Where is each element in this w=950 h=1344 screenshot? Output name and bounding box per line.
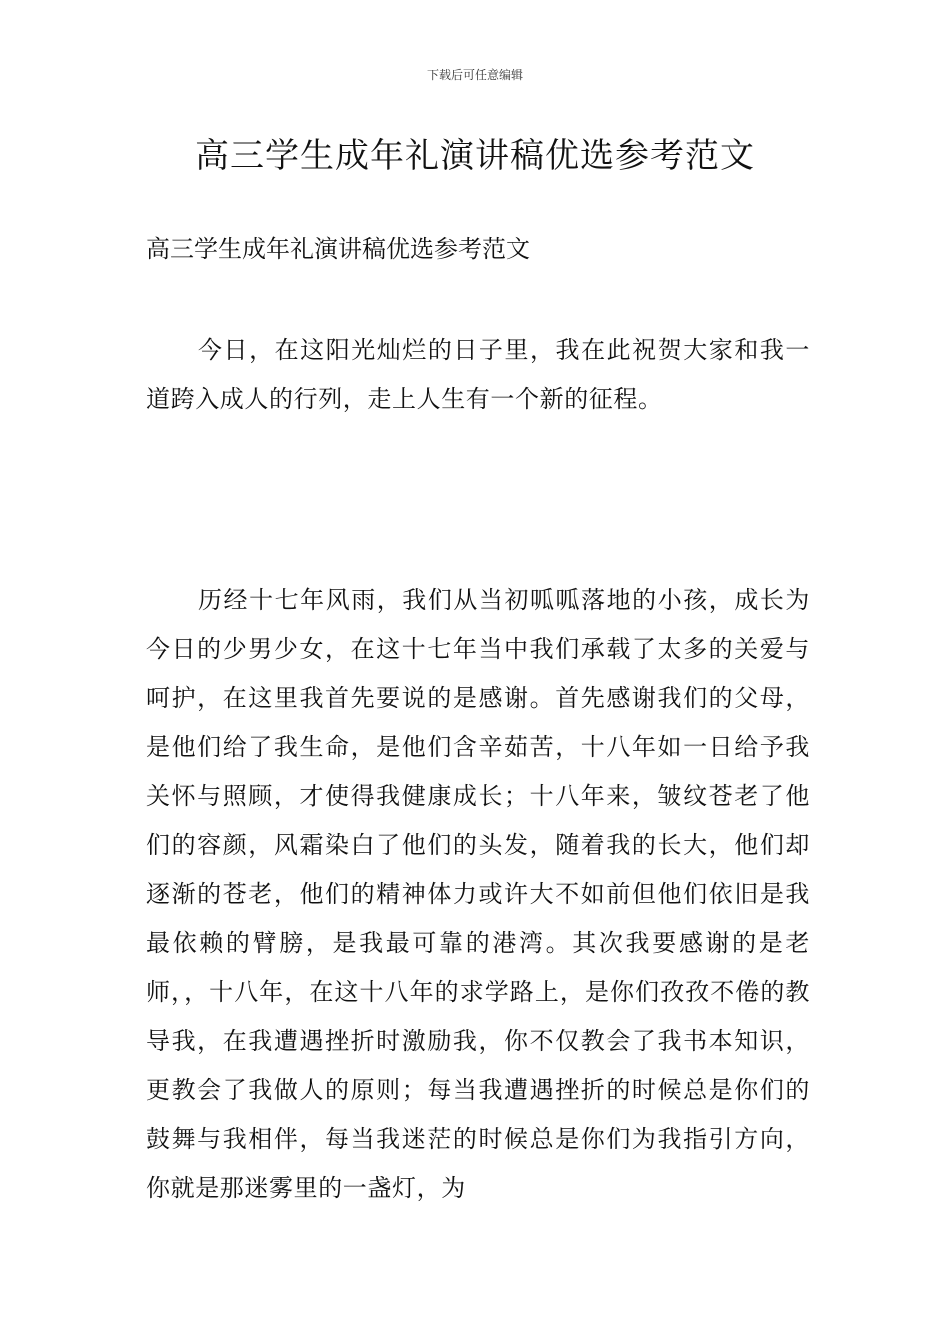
document-title: 高三学生成年礼演讲稿优选参考范文 [195,136,755,176]
body-paragraph: 历经十七年风雨，我们从当初呱呱落地的小孩，成长为今日的少男少女，在这十七年当中我们承载了太多的关爱与呵护，在这里我首先要说的是感谢。首先感谢我们的父母，是他们给了我生命，是他们含辛茹苦，十八年如一日给予我关怀与照顾，才使得我健康成长；十八年来，皱纹苍老了他们的容颜，风霜染白了他们的头发，随着我的长大，他们却逐渐的苍老，他们的精神体力或许大不如前但他们依旧是我最依赖的臂膀，是我最可靠的港湾。其次我要感谢的是老师，，十八年，在这十八年的求学路上，是你们孜孜不倦的教导我，在我遭遇挫折时激励我，你不仅教会了我书本知识，更教会了我做人的原则；每当我遭遇挫折的时候总是你们的鼓舞与我相伴，每当我迷茫的时候总是你们为我指引方向，你就是那迷雾里的一盏灯，为 [146,586,810,1202]
body-paragraph: 今日，在这阳光灿烂的日子里，我在此祝贺大家和我一道跨入成人的行列，走上人生有一个新的征程。 [146,336,810,413]
document-subtitle: 高三学生成年礼演讲稿优选参考范文 [146,235,530,263]
header-note: 下载后可任意编辑 [426,68,523,82]
